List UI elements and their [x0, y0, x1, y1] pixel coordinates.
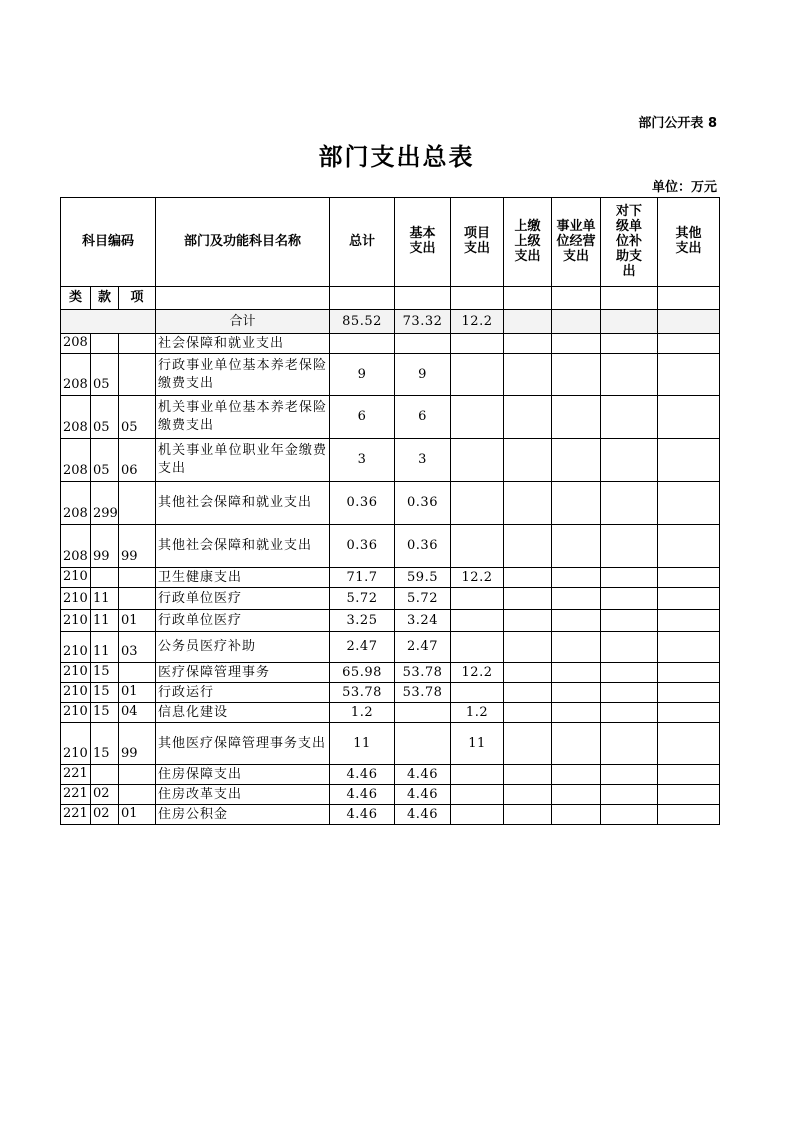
empty-cell: [658, 439, 720, 482]
value-basic: 0.36: [395, 525, 451, 568]
code-section: [91, 765, 119, 785]
value-total: 5.72: [330, 588, 395, 610]
empty-cell: [658, 663, 720, 683]
header-name: 部门及功能科目名称: [156, 198, 330, 287]
code-class: 208: [61, 525, 91, 568]
empty-cell: [658, 482, 720, 525]
header-basic-text: 基本支出: [409, 226, 436, 256]
value-project: [451, 765, 504, 785]
total-label: 合计: [156, 310, 330, 334]
empty-cell: [658, 632, 720, 663]
value-total: 4.46: [330, 785, 395, 805]
empty-cell: [504, 663, 552, 683]
code-class: 210: [61, 723, 91, 765]
empty-cell: [601, 334, 658, 354]
header-subsidy: [601, 198, 658, 287]
table-row: [61, 482, 720, 525]
total-basic: 73.32: [395, 310, 451, 334]
empty-cell: [552, 354, 601, 396]
unit-label: 单位：万元: [651, 180, 717, 195]
empty-cell: [552, 683, 601, 703]
code-item: [119, 334, 156, 354]
item-name: 行政单位医疗: [156, 610, 330, 632]
empty-cell: [601, 765, 658, 785]
header-upper-text: 上缴上级支出: [514, 218, 541, 264]
empty-cell: [658, 610, 720, 632]
code-item: 01: [119, 805, 156, 825]
empty-cell: [504, 683, 552, 703]
value-basic: [395, 723, 451, 765]
empty-cell: [504, 785, 552, 805]
item-name: 住房保障支出: [156, 765, 330, 785]
table-row: [61, 703, 720, 723]
empty-cell: [601, 610, 658, 632]
code-item: 05: [119, 396, 156, 439]
code-item: 01: [119, 610, 156, 632]
value-project: 11: [451, 723, 504, 765]
value-total: 3: [330, 439, 395, 482]
table-row: [61, 439, 720, 482]
code-class: 210: [61, 703, 91, 723]
empty-cell: [552, 765, 601, 785]
empty-cell: [658, 683, 720, 703]
header-basic: [395, 198, 451, 287]
total-total: 85.52: [330, 310, 395, 334]
code-class: 210: [61, 610, 91, 632]
code-item: 99: [119, 723, 156, 765]
item-name: 行政单位医疗: [156, 588, 330, 610]
empty-cell: [504, 588, 552, 610]
code-item: [119, 663, 156, 683]
value-total: [330, 334, 395, 354]
value-project: 12.2: [451, 568, 504, 588]
table-row: [61, 396, 720, 439]
table-row: [61, 354, 720, 396]
empty-cell: [552, 568, 601, 588]
code-class: 210: [61, 632, 91, 663]
value-project: [451, 805, 504, 825]
value-project: [451, 588, 504, 610]
value-basic: 4.46: [395, 765, 451, 785]
table-row: [61, 765, 720, 785]
value-project: [451, 354, 504, 396]
empty-cell: [552, 632, 601, 663]
code-class: 210: [61, 683, 91, 703]
empty-cell: [658, 334, 720, 354]
empty-cell: [601, 396, 658, 439]
value-basic: 53.78: [395, 683, 451, 703]
code-class: 221: [61, 765, 91, 785]
code-section: 11: [91, 632, 119, 663]
code-section: 05: [91, 396, 119, 439]
table-row: [61, 723, 720, 765]
value-total: 65.98: [330, 663, 395, 683]
table-row: [61, 588, 720, 610]
value-total: 6: [330, 396, 395, 439]
header-upper: [504, 198, 552, 287]
empty-cell: [658, 396, 720, 439]
item-name: 医疗保障管理事务: [156, 663, 330, 683]
code-class: 208: [61, 482, 91, 525]
empty-cell: [552, 396, 601, 439]
value-project: [451, 785, 504, 805]
empty-cell: [504, 765, 552, 785]
item-name: 机关事业单位基本养老保险缴费支出: [156, 396, 330, 439]
empty-cell: [552, 439, 601, 482]
empty-cell: [601, 632, 658, 663]
item-name: 社会保障和就业支出: [156, 334, 330, 354]
item-name: 其他医疗保障管理事务支出: [156, 723, 330, 765]
code-item: [119, 785, 156, 805]
empty-cell: [601, 805, 658, 825]
header-other: [658, 198, 720, 287]
empty-cell: [601, 354, 658, 396]
code-class: 210: [61, 663, 91, 683]
item-name: 卫生健康支出: [156, 568, 330, 588]
header-project-text: 项目支出: [464, 226, 491, 256]
code-section: 11: [91, 588, 119, 610]
item-name: 机关事业单位职业年金缴费支出: [156, 439, 330, 482]
empty-cell: [504, 334, 552, 354]
code-class: 221: [61, 785, 91, 805]
page-title: 部门支出总表: [318, 143, 475, 171]
expenditure-table: [60, 197, 720, 825]
value-total: 9: [330, 354, 395, 396]
code-item: 06: [119, 439, 156, 482]
code-class: 208: [61, 439, 91, 482]
empty-cell: [601, 785, 658, 805]
item-name: 公务员医疗补助: [156, 632, 330, 663]
value-total: 0.36: [330, 482, 395, 525]
empty-cell: [552, 610, 601, 632]
value-basic: 4.46: [395, 805, 451, 825]
code-class: 208: [61, 354, 91, 396]
item-name: 住房公积金: [156, 805, 330, 825]
empty-cell: [552, 663, 601, 683]
value-basic: 3: [395, 439, 451, 482]
empty-cell: [504, 396, 552, 439]
empty-cell: [658, 588, 720, 610]
code-section: 99: [91, 525, 119, 568]
value-basic: [395, 334, 451, 354]
value-basic: 59.5: [395, 568, 451, 588]
value-project: [451, 334, 504, 354]
empty-cell: [658, 765, 720, 785]
empty-cell: [601, 703, 658, 723]
empty-cell: [601, 683, 658, 703]
table-row: [61, 525, 720, 568]
value-project: 12.2: [451, 663, 504, 683]
value-basic: 6: [395, 396, 451, 439]
header-business: [552, 198, 601, 287]
empty-cell: [658, 805, 720, 825]
table-row: [61, 683, 720, 703]
value-total: 0.36: [330, 525, 395, 568]
table-row: [61, 568, 720, 588]
empty-cell: [504, 525, 552, 568]
value-basic: 3.24: [395, 610, 451, 632]
value-total: 71.7: [330, 568, 395, 588]
empty-cell: [504, 723, 552, 765]
value-total: 3.25: [330, 610, 395, 632]
table-row: [61, 805, 720, 825]
code-item: 03: [119, 632, 156, 663]
table-row: [61, 610, 720, 632]
empty-cell: [504, 439, 552, 482]
item-name: 行政运行: [156, 683, 330, 703]
code-item: [119, 568, 156, 588]
empty-cell: [552, 525, 601, 568]
code-section: 15: [91, 703, 119, 723]
code-item: [119, 482, 156, 525]
value-basic: 4.46: [395, 785, 451, 805]
empty-cell: [601, 568, 658, 588]
header-subsidy-text: 对下级单位补助支出: [616, 203, 643, 279]
header-section: 款: [91, 287, 119, 310]
code-item: [119, 354, 156, 396]
code-section: 15: [91, 723, 119, 765]
empty-cell: [504, 805, 552, 825]
empty-cell: [504, 632, 552, 663]
value-project: [451, 396, 504, 439]
table-row: [61, 785, 720, 805]
empty-cell: [601, 482, 658, 525]
empty-cell: [658, 785, 720, 805]
value-total: 2.47: [330, 632, 395, 663]
table-row: [61, 334, 720, 354]
value-basic: 9: [395, 354, 451, 396]
value-project: 1.2: [451, 703, 504, 723]
empty-cell: [658, 703, 720, 723]
total-row: [61, 310, 720, 334]
value-basic: 5.72: [395, 588, 451, 610]
value-basic: 2.47: [395, 632, 451, 663]
empty-cell: [504, 354, 552, 396]
empty-cell: [601, 525, 658, 568]
value-total: 53.78: [330, 683, 395, 703]
code-section: 299: [91, 482, 119, 525]
empty-cell: [552, 703, 601, 723]
value-project: [451, 439, 504, 482]
empty-cell: [601, 439, 658, 482]
header-item: 项: [119, 287, 156, 310]
code-section: [91, 334, 119, 354]
empty-cell: [504, 568, 552, 588]
total-project: 12.2: [451, 310, 504, 334]
empty-cell: [658, 568, 720, 588]
item-name: 住房改革支出: [156, 785, 330, 805]
empty-cell: [552, 785, 601, 805]
code-item: 99: [119, 525, 156, 568]
empty-cell: [658, 354, 720, 396]
code-section: 05: [91, 439, 119, 482]
value-project: [451, 683, 504, 703]
empty-cell: [552, 723, 601, 765]
code-class: 208: [61, 334, 91, 354]
item-name: 其他社会保障和就业支出: [156, 482, 330, 525]
empty-cell: [552, 334, 601, 354]
header-project: [451, 198, 504, 287]
header-code: 科目编码: [61, 198, 156, 287]
empty-cell: [504, 482, 552, 525]
value-basic: 53.78: [395, 663, 451, 683]
empty-cell: [552, 482, 601, 525]
code-section: 15: [91, 683, 119, 703]
value-project: [451, 610, 504, 632]
empty-cell: [504, 610, 552, 632]
code-section: 11: [91, 610, 119, 632]
code-section: 02: [91, 785, 119, 805]
code-section: 05: [91, 354, 119, 396]
value-total: 4.46: [330, 765, 395, 785]
empty-cell: [504, 703, 552, 723]
document-code: 部门公开表 8: [638, 116, 717, 131]
code-item: 01: [119, 683, 156, 703]
item-name: 其他社会保障和就业支出: [156, 525, 330, 568]
empty-cell: [601, 588, 658, 610]
code-section: 02: [91, 805, 119, 825]
item-name: 信息化建设: [156, 703, 330, 723]
header-class: 类: [61, 287, 91, 310]
value-total: 4.46: [330, 805, 395, 825]
header-business-text: 事业单位经营支出: [556, 218, 596, 264]
code-item: 04: [119, 703, 156, 723]
code-item: [119, 588, 156, 610]
value-basic: [395, 703, 451, 723]
header-other-text: 其他支出: [675, 226, 702, 256]
empty-cell: [658, 723, 720, 765]
value-project: [451, 482, 504, 525]
code-section: [91, 568, 119, 588]
table-row: [61, 632, 720, 663]
empty-cell: [601, 663, 658, 683]
empty-cell: [601, 723, 658, 765]
code-class: 208: [61, 396, 91, 439]
code-item: [119, 765, 156, 785]
value-total: 11: [330, 723, 395, 765]
header-total: 总计: [330, 198, 395, 287]
value-total: 1.2: [330, 703, 395, 723]
empty-cell: [658, 525, 720, 568]
table-row: [61, 663, 720, 683]
value-project: [451, 632, 504, 663]
code-class: 221: [61, 805, 91, 825]
item-name: 行政事业单位基本养老保险缴费支出: [156, 354, 330, 396]
code-section: 15: [91, 663, 119, 683]
value-project: [451, 525, 504, 568]
value-basic: 0.36: [395, 482, 451, 525]
empty-cell: [552, 805, 601, 825]
empty-cell: [552, 588, 601, 610]
code-class: 210: [61, 588, 91, 610]
code-class: 210: [61, 568, 91, 588]
